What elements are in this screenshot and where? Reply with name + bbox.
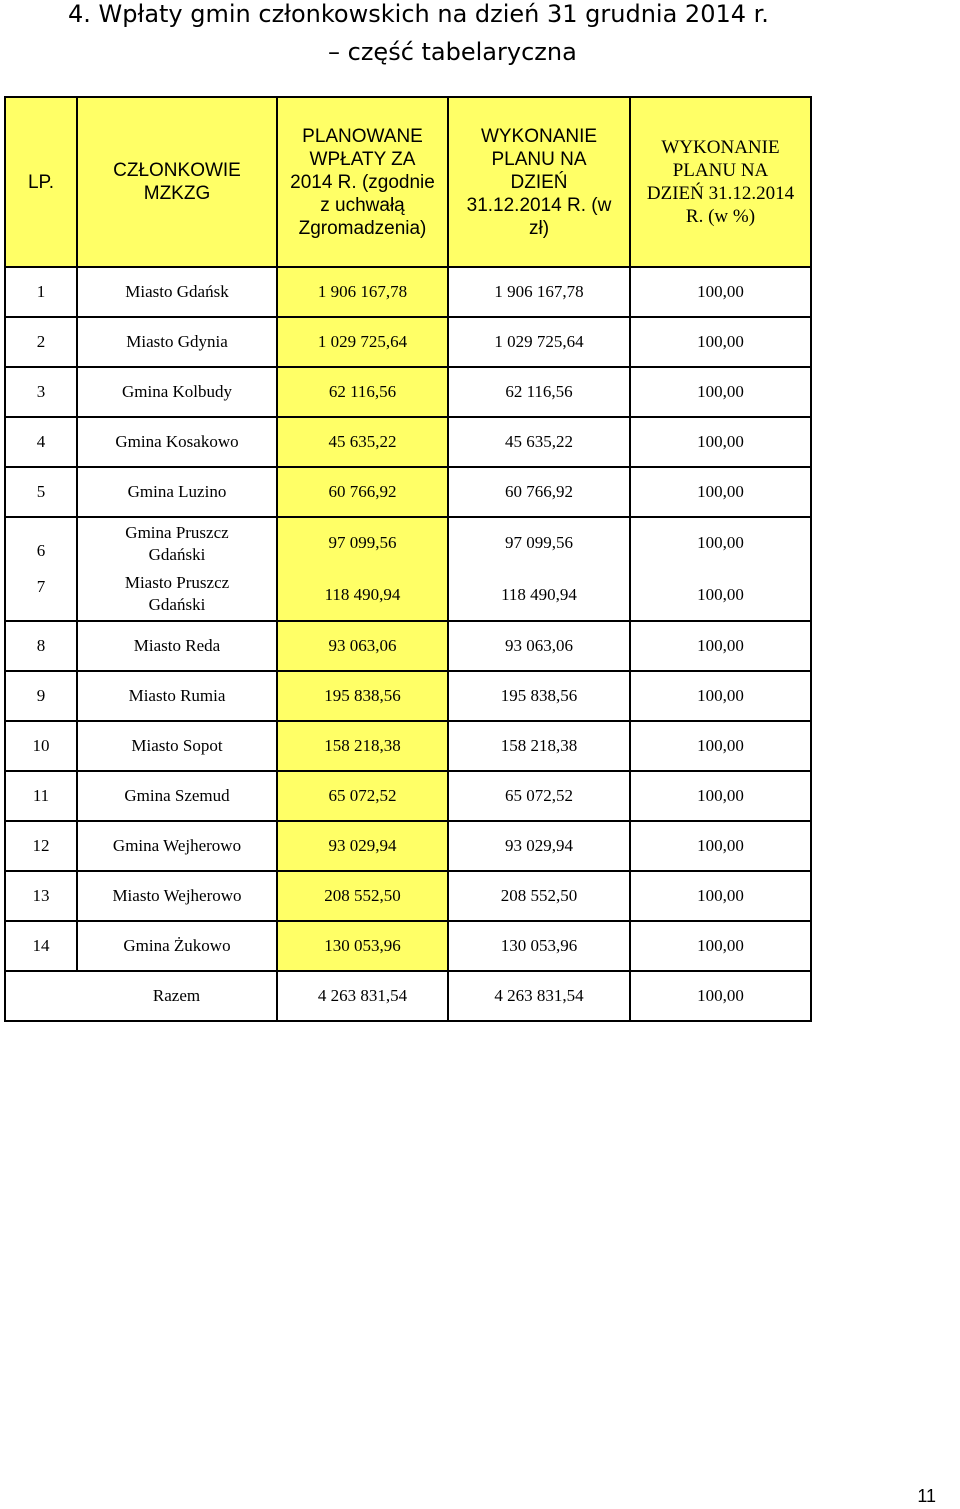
cell-pct: 100,00	[630, 771, 811, 821]
cell-exec: 208 552,50	[448, 871, 630, 921]
cell-member: Miasto Gdańsk	[77, 267, 277, 317]
cell-planned: 60 766,92	[277, 467, 448, 517]
cell-planned: 208 552,50	[277, 871, 448, 921]
cell-lp: 4	[5, 417, 77, 467]
cell-lp: 9	[5, 671, 77, 721]
cell-lp: 7	[36, 577, 46, 596]
cell-exec-merged	[448, 517, 630, 621]
cell-total-exec: 4 263 831,54	[448, 971, 630, 1021]
cell-exec: 195 838,56	[448, 671, 630, 721]
cell-member: Miasto Wejherowo	[77, 871, 277, 921]
cell-lp: 1	[5, 267, 77, 317]
cell-member: Gmina Pruszcz Gdański	[125, 523, 229, 564]
cell-planned: 1 906 167,78	[277, 267, 448, 317]
cell-pct: 100,00	[630, 821, 811, 871]
cell-member: Miasto Pruszcz Gdański	[124, 573, 230, 614]
cell-planned-merged	[277, 517, 448, 621]
cell-lp: 14	[5, 921, 77, 971]
table-row	[5, 267, 811, 317]
table-total-row	[5, 971, 811, 1021]
cell-pct: 100,00	[630, 621, 811, 671]
header-member: CZŁONKOWIE MZKZG	[77, 97, 277, 267]
payments-table	[4, 96, 812, 1022]
cell-planned: 158 218,38	[277, 721, 448, 771]
cell-planned: 45 635,22	[277, 417, 448, 467]
page-number: 11	[917, 1486, 936, 1506]
table-row	[5, 771, 811, 821]
cell-lp: 2	[5, 317, 77, 367]
cell-pct-merged	[630, 517, 811, 621]
cell-pct: 100,00	[697, 533, 744, 552]
header-lp: LP.	[5, 97, 77, 267]
cell-lp-merged	[5, 517, 77, 621]
table-row	[5, 821, 811, 871]
cell-planned: 62 116,56	[277, 367, 448, 417]
cell-member: Miasto Reda	[77, 621, 277, 671]
cell-planned: 118 490,94	[324, 585, 401, 604]
cell-planned: 1 029 725,64	[277, 317, 448, 367]
cell-exec: 118 490,94	[501, 585, 577, 604]
cell-exec: 1 029 725,64	[448, 317, 630, 367]
cell-exec: 130 053,96	[448, 921, 630, 971]
table-row-merged	[5, 517, 811, 621]
header-planned: PLANOWANE WPŁATY ZA 2014 R. (zgodnie z uchwałą Zgromadzenia)	[277, 97, 448, 267]
cell-total-empty	[5, 971, 77, 1021]
table-row	[5, 317, 811, 367]
cell-pct: 100,00	[630, 871, 811, 921]
cell-lp: 13	[5, 871, 77, 921]
cell-planned: 93 029,94	[277, 821, 448, 871]
cell-planned: 65 072,52	[277, 771, 448, 821]
cell-lp: 6	[36, 541, 46, 560]
cell-exec: 93 063,06	[448, 621, 630, 671]
header-exec-pct: WYKONANIE PLANU NA DZIEŃ 31.12.2014 R. (w %)	[630, 97, 811, 267]
table-row	[5, 367, 811, 417]
cell-pct: 100,00	[630, 317, 811, 367]
cell-planned: 130 053,96	[277, 921, 448, 971]
cell-member: Gmina Wejherowo	[77, 821, 277, 871]
cell-total-label: Razem	[77, 971, 277, 1021]
cell-exec: 158 218,38	[448, 721, 630, 771]
cell-pct: 100,00	[630, 921, 811, 971]
cell-exec: 1 906 167,78	[448, 267, 630, 317]
cell-pct: 100,00	[630, 467, 811, 517]
cell-lp: 3	[5, 367, 77, 417]
cell-total-pct: 100,00	[630, 971, 811, 1021]
table-row	[5, 871, 811, 921]
cell-exec: 60 766,92	[448, 467, 630, 517]
cell-lp: 12	[5, 821, 77, 871]
cell-pct: 100,00	[630, 671, 811, 721]
cell-lp: 5	[5, 467, 77, 517]
cell-member: Gmina Szemud	[77, 771, 277, 821]
section-title: 4. Wpłaty gmin członkowskich na dzień 31 grudnia 2014 r.	[68, 0, 769, 28]
cell-pct: 100,00	[697, 585, 744, 604]
cell-exec: 97 099,56	[505, 533, 573, 552]
cell-member: Miasto Sopot	[77, 721, 277, 771]
cell-member: Gmina Kolbudy	[77, 367, 277, 417]
cell-exec: 65 072,52	[448, 771, 630, 821]
cell-pct: 100,00	[630, 267, 811, 317]
cell-planned: 195 838,56	[277, 671, 448, 721]
cell-pct: 100,00	[630, 721, 811, 771]
cell-member-merged	[77, 517, 277, 621]
cell-member: Gmina Luzino	[77, 467, 277, 517]
section-subtitle: – część tabelaryczna	[328, 38, 577, 66]
cell-lp: 10	[5, 721, 77, 771]
table-row	[5, 921, 811, 971]
table-row	[5, 671, 811, 721]
table-row	[5, 467, 811, 517]
cell-exec: 62 116,56	[448, 367, 630, 417]
cell-exec: 45 635,22	[448, 417, 630, 467]
table-row	[5, 721, 811, 771]
table-row	[5, 621, 811, 671]
cell-pct: 100,00	[630, 417, 811, 467]
header-exec-zl: WYKONANIE PLANU NA DZIEŃ 31.12.2014 R. (w zł)	[448, 97, 630, 267]
cell-planned: 93 063,06	[277, 621, 448, 671]
cell-pct: 100,00	[630, 367, 811, 417]
cell-member: Gmina Kosakowo	[77, 417, 277, 467]
cell-planned: 97 099,56	[328, 533, 397, 552]
cell-total-planned: 4 263 831,54	[277, 971, 448, 1021]
cell-member: Miasto Rumia	[77, 671, 277, 721]
cell-lp: 8	[5, 621, 77, 671]
cell-member: Gmina Żukowo	[77, 921, 277, 971]
cell-exec: 93 029,94	[448, 821, 630, 871]
cell-lp: 11	[5, 771, 77, 821]
cell-member: Miasto Gdynia	[77, 317, 277, 367]
table-row	[5, 417, 811, 467]
